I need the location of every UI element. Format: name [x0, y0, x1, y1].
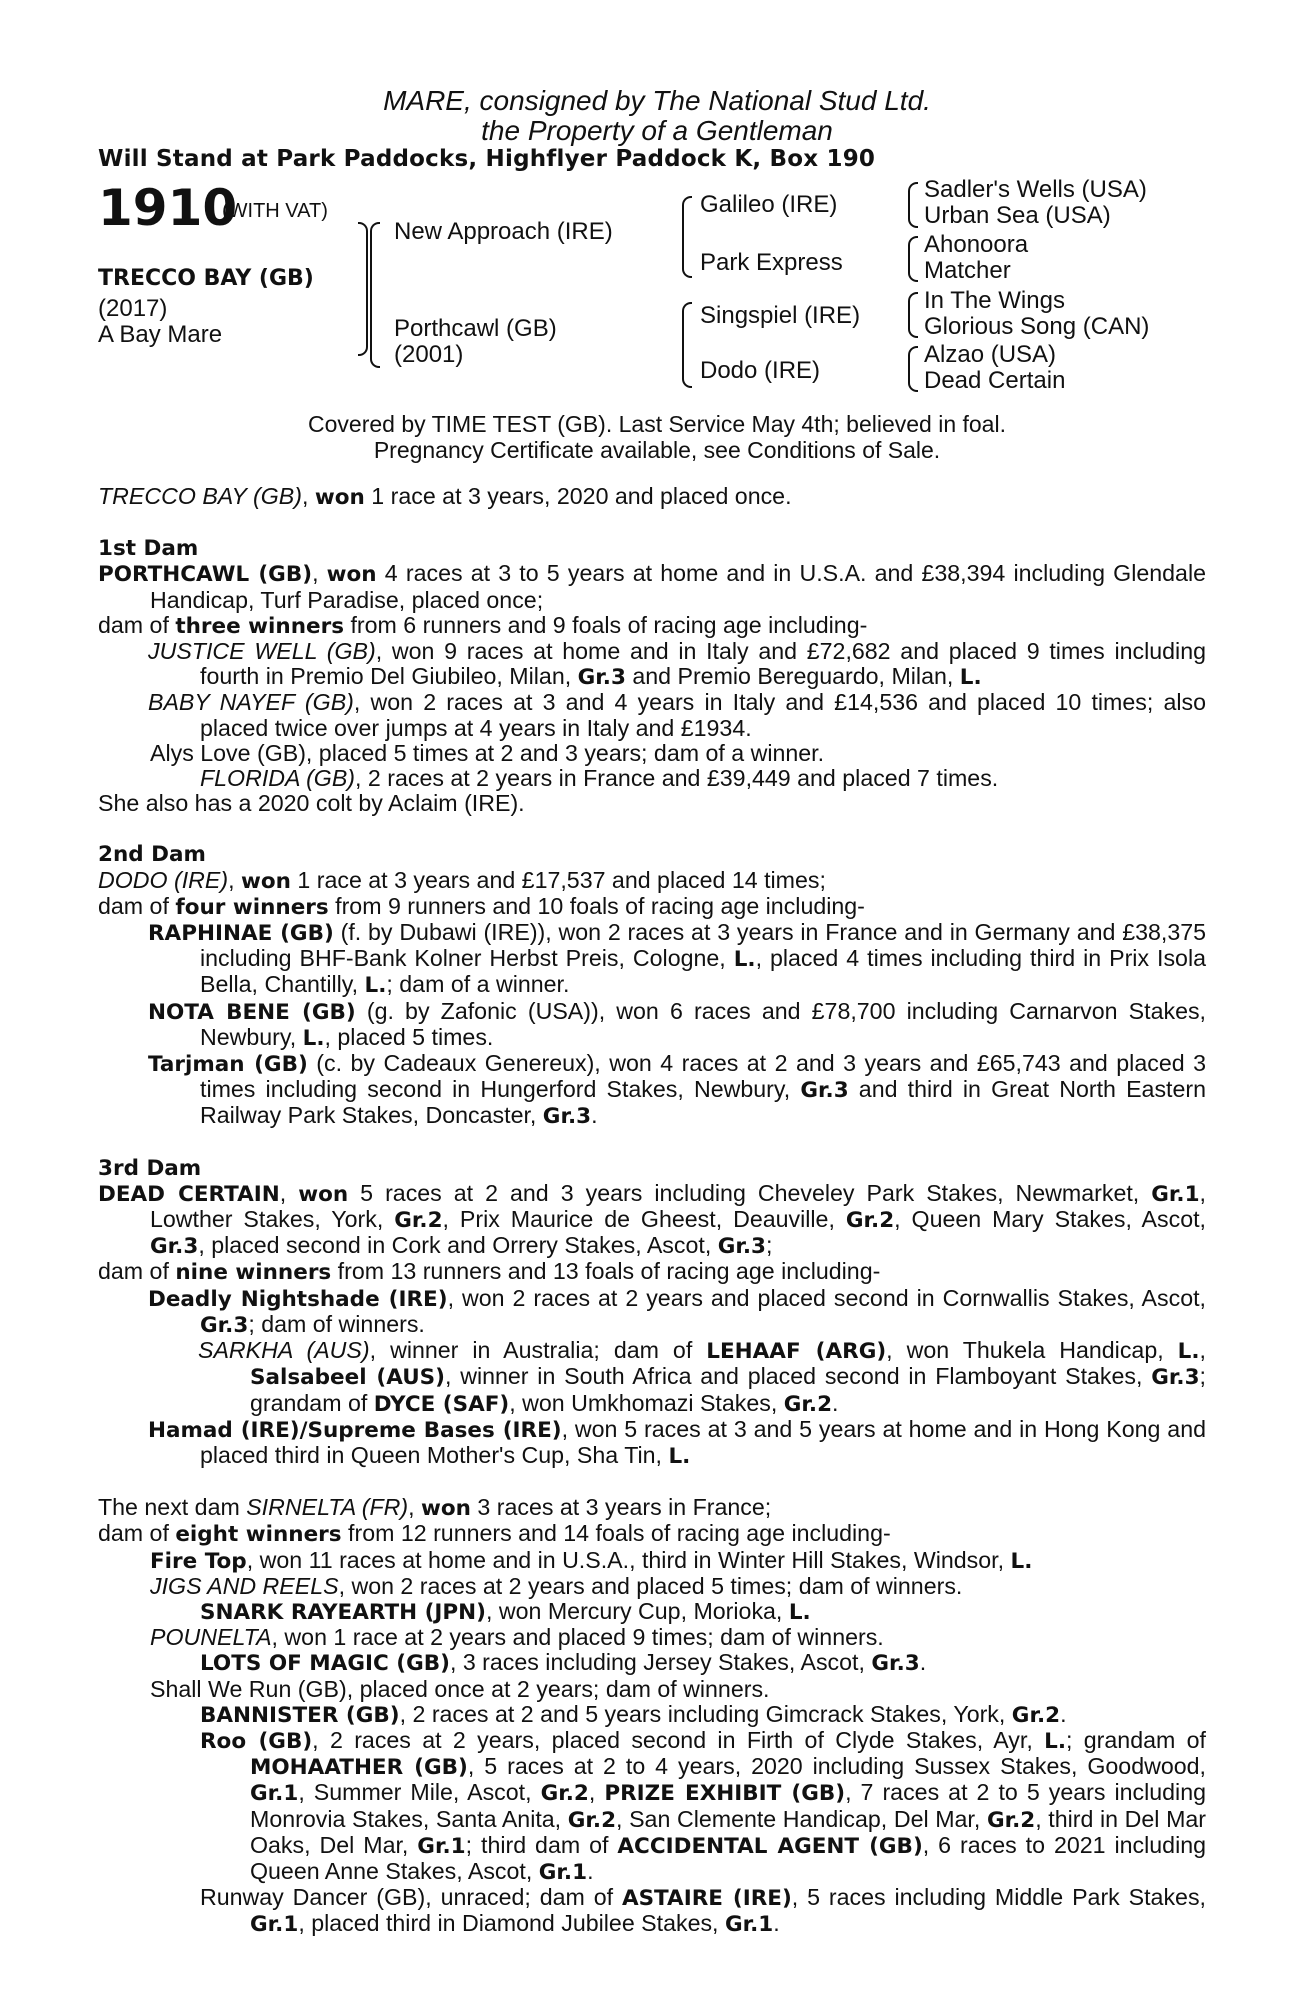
ggp-ddd: Dead Certain: [924, 367, 1066, 394]
intro-line: TRECCO BAY (GB), won 1 race at 3 years, 2020 and placed once.: [98, 483, 792, 510]
progeny-entry: Roo (GB), 2 races at 2 years, placed second in Firth of Clyde Stakes, Ayr, L.; grandam of MOHAATHER (GB), 5 races at 2 to 4 years, 2020 including Sussex Stakes, Goodwood, Gr.1, Summer Mile, Ascot, Gr.2, PRIZE EXHIBIT (GB), 7 races at 2 to 5 years including Monrovia Stakes, Santa Anita, Gr.2, San Clemente Handicap, Del Mar, Gr.2, third in Del Mar Oaks, Del Mar, Gr.1; third dam of ACCIDENTAL AGENT (GB), 6 races to 2021 including Queen Anne Stakes, Ascot, Gr.1.: [200, 1726, 1207, 1885]
ggp-ssd: Urban Sea (USA): [924, 202, 1111, 229]
dam-dam: Dodo (IRE): [700, 357, 821, 384]
third-dam-produce: dam of nine winners from 13 runners and 13 foals of racing age including-: [98, 1258, 881, 1286]
progeny-entry: Deadly Nightshade (IRE), won 2 races at 2 years and placed second in Cornwallis Stakes, Ascot, Gr.3; dam of winners.: [148, 1284, 1206, 1338]
pedigree-bracket: [682, 302, 692, 388]
pedigree-bracket: [358, 222, 368, 356]
subject-desc: A Bay Mare: [98, 321, 223, 348]
first-dam-footer: She also has a 2020 colt by Aclaim (IRE).: [98, 790, 525, 817]
second-dam-produce: dam of four winners from 9 runners and 10 foals of racing age including-: [98, 892, 865, 920]
first-dam-heading: 1st Dam: [98, 536, 199, 562]
progeny-entry: Tarjman (GB) (c. by Cadeaux Genereux), won 4 races at 2 and 3 years and £65,743 and placed 3 times including second in Hungerford Stakes, Newbury, Gr.3 and third in Great North Eastern Railway Park Stakes, Doncaster, Gr.3.: [148, 1050, 1206, 1130]
pedigree-bracket: [908, 346, 918, 392]
dam-year: (2001): [394, 341, 464, 368]
progeny-entry: Hamad (IRE)/Supreme Bases (IRE), won 5 races at 3 and 5 years at home and in Hong Kong and placed third in Queen Mother's Cup, Sha Tin, L.: [148, 1415, 1206, 1469]
progeny-entry: Alys Love (GB), placed 5 times at 2 and 3 years; dam of a winner.: [150, 739, 825, 766]
progeny-entry: JIGS AND REELS, won 2 races at 2 years and placed 5 times; dam of winners.: [150, 1572, 963, 1599]
subject-name: TRECCO BAY (GB): [98, 266, 314, 291]
catalogue-body: [98, 484, 1206, 1938]
property-line: the Property of a Gentleman: [481, 115, 833, 146]
first-dam-produce: dam of three winners from 6 runners and 9 foals of racing age including-: [98, 611, 868, 639]
ggp-sss: Sadler's Wells (USA): [924, 176, 1147, 203]
progeny-entry: BABY NAYEF (GB), won 2 races at 3 and 4 years in Italy and £14,536 and placed 10 times; also placed twice over jumps at 4 years in Italy and £1934.: [148, 689, 1206, 741]
second-dam-record: DODO (IRE), won 1 race at 3 years and £17,537 and placed 14 times;: [98, 866, 826, 894]
progeny-entry: LOTS OF MAGIC (GB), 3 races including Jersey Stakes, Ascot, Gr.3.: [200, 1649, 927, 1677]
progeny-entry: POUNELTA, won 1 race at 2 years and placed 9 times; dam of winners.: [150, 1624, 884, 1651]
next-dam-record: The next dam SIRNELTA (FR), won 3 races at 3 years in France;: [98, 1494, 772, 1522]
progeny-entry: SARKHA (AUS), winner in Australia; dam of LEHAAF (ARG), won Thukela Handicap, L., Salsabeel (AUS), winner in South Africa and placed second in Flamboyant Stakes, Gr.3; grandam of DYCE (SAF), won Umkhomazi Stakes, Gr.2.: [198, 1337, 1206, 1417]
progeny-entry: BANNISTER (GB), 2 races at 2 and 5 years including Gimcrack Stakes, York, Gr.2.: [200, 1700, 1067, 1728]
third-dam-record: DEAD CERTAIN, won 5 races at 2 and 3 years including Cheveley Park Stakes, Newmarket, Gr.1, Lowther Stakes, York, Gr.2, Prix Maurice de Gheest, Deauville, Gr.2, Queen Mary Stakes, Ascot, Gr.3, placed second in Cork and Orrery Stakes, Ascot, Gr.3;: [98, 1179, 1206, 1260]
first-dam-record: PORTHCAWL (GB), won 4 races at 3 to 5 years at home and in U.S.A. and £38,394 including Glendale Handicap, Turf Paradise, placed once;: [98, 560, 1206, 613]
progeny-entry: JUSTICE WELL (GB), won 9 races at home and in Italy and £72,682 and placed 9 times including fourth in Premio Del Giubileo, Milan, Gr.3 and Premio Bereguardo, Milan, L.: [148, 638, 1206, 691]
progeny-entry: Shall We Run (GB), placed once at 2 years; dam of winners.: [150, 1675, 770, 1702]
second-dam-heading: 2nd Dam: [98, 842, 206, 868]
lot-number: 1910: [98, 179, 238, 237]
ggp-sdd: Matcher: [924, 257, 1011, 284]
ggp-sds: Ahonoora: [924, 231, 1029, 258]
next-dam-produce: dam of eight winners from 12 runners and 14 foals of racing age including-: [98, 1520, 891, 1548]
progeny-entry: Runway Dancer (GB), unraced; dam of ASTAIRE (IRE), 5 races including Middle Park Stakes, Gr.1, placed third in Diamond Jubilee Stakes, Gr.1.: [200, 1884, 1206, 1938]
pedigree-bracket: [370, 222, 380, 368]
progeny-entry: Fire Top, won 11 races at home and in U.S.A., third in Winter Hill Stakes, Windsor, L.: [150, 1546, 1033, 1574]
vat-note: (WITH VAT): [222, 200, 328, 222]
consignor-line: MARE, consigned by The National Stud Ltd.: [383, 85, 931, 116]
cover-note: Covered by TIME TEST (GB). Last Service May 4th; believed in foal.: [308, 411, 1006, 437]
dam-name: Porthcawl (GB): [394, 315, 557, 342]
progeny-entry: NOTA BENE (GB) (g. by Zafonic (USA)), won 6 races and £78,700 including Carnarvon Stakes, Newbury, L., placed 5 times.: [148, 997, 1206, 1051]
pedigree-bracket: [682, 196, 692, 278]
third-dam-heading: 3rd Dam: [98, 1155, 202, 1181]
sire-sire: Galileo (IRE): [700, 191, 838, 218]
ggp-dds: Alzao (USA): [924, 341, 1057, 368]
progeny-entry: FLORIDA (GB), 2 races at 2 years in France and £39,449 and placed 7 times.: [200, 765, 999, 792]
sire-name: New Approach (IRE): [394, 218, 613, 245]
pregnancy-note: Pregnancy Certificate available, see Conditions of Sale.: [373, 437, 941, 463]
ggp-dss: In The Wings: [924, 287, 1065, 314]
pedigree-bracket: [908, 292, 918, 338]
pedigree-bracket: [908, 182, 918, 228]
pedigree-bracket: [908, 236, 918, 282]
subject-year: (2017): [98, 295, 168, 322]
progeny-entry: RAPHINAE (GB) (f. by Dubawi (IRE)), won 2 races at 3 years in France and in Germany and £38,375 including BHF-Bank Kolner Herbst Preis, Cologne, L., placed 4 times including third in Prix Isola Bella, Chantilly, L.; dam of a winner.: [148, 919, 1207, 999]
stand-location: Will Stand at Park Paddocks, Highflyer Paddock K, Box 190: [98, 146, 876, 172]
dam-sire: Singspiel (IRE): [700, 302, 861, 329]
sire-dam: Park Express: [700, 249, 843, 276]
ggp-dsd: Glorious Song (CAN): [924, 313, 1150, 340]
progeny-entry: SNARK RAYEARTH (JPN), won Mercury Cup, Morioka, L.: [200, 1597, 811, 1625]
